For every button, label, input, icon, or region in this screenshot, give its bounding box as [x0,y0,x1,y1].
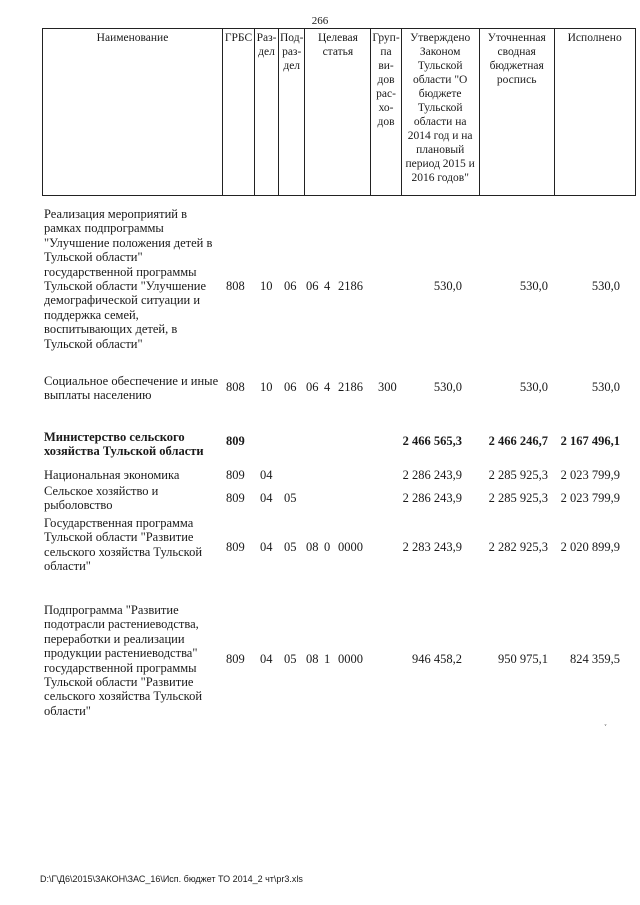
row-name: Сельское хозяйство и рыболовство [44,484,159,513]
row-razdel: 04 [260,652,273,666]
row-executed: 2 023 799,9 [560,468,620,482]
row-razdel: 10 [260,279,273,293]
row-name: Национальная экономика [44,468,180,482]
row-revised: 950 975,1 [498,652,548,666]
row-grbs: 809 [226,540,245,554]
header-grbs: ГРБС [223,29,255,196]
row-name: Реализация мероприятий в рамках подпрограммы "Улучшение положения детей в Тульской области" государственной программы Тульской области "Улучшение демографической ситуации и поддержка семей, воспитывающих детей, в Тульской области" [44,207,213,351]
page-number: 266 [311,15,329,27]
row-executed: 2 167 496,1 [560,434,620,448]
header-ispolneno: Исполнено [554,29,635,196]
header-utochnennaya: Уточненная сводная бюджетная роспись [479,29,554,196]
header-utverzhdeno: Утверждено Законом Тульской области "О бюджете Тульской области на 2014 год и на плановый период 2015 и 2016 годов" [401,29,479,196]
row-executed: 2 023 799,9 [560,491,620,505]
header-razdel: Раз- дел [255,29,279,196]
row-gruppa: 300 [378,380,397,394]
row-podrazdel: 06 [284,279,297,293]
row-revised: 2 285 925,3 [488,468,548,482]
row-podrazdel: 06 [284,380,297,394]
row-razdel: 04 [260,468,273,482]
header-celevaya: Целевая статья [305,29,371,196]
row-grbs: 809 [226,434,245,448]
row-revised: 2 285 925,3 [488,491,548,505]
header-podrazdel: Под- раз- дел [279,29,305,196]
row-executed: 824 359,5 [570,652,620,666]
row-target-3: 2186 [338,279,363,293]
row-name: Министерство сельского хозяйства Тульской области [44,430,204,459]
row-name: Государственная программа Тульской области "Развитие сельского хозяйства Тульской области" [44,516,203,574]
row-revised: 530,0 [519,380,548,394]
row-target-2: 4 [324,380,331,394]
row-approved: 946 458,2 [412,652,462,666]
row-target-1: 08 [306,540,319,554]
row-revised: 530,0 [519,279,548,293]
row-podrazdel: 05 [284,540,297,554]
row-razdel: 04 [260,491,273,505]
row-target-2: 4 [324,279,331,293]
row-grbs: 809 [226,468,245,482]
row-executed: 530,0 [591,380,620,394]
row-target-3: 2186 [338,380,363,394]
row-grbs: 808 [226,279,245,293]
row-revised: 2 466 246,7 [488,434,548,448]
row-approved: 530,0 [433,380,462,394]
header-gruppa: Груп- па ви- дов рас- хо- дов [371,29,401,196]
row-approved: 2 466 565,3 [402,434,462,448]
row-approved: 2 286 243,9 [402,468,462,482]
row-target-2: 1 [324,652,331,666]
row-executed: 2 020 899,9 [560,540,620,554]
row-name: Подпрограмма "Развитие подотрасли растениеводства, переработки и реализации продукции растениеводства" государственной программы Тульской области "Развитие сельского хозяйства Тульской области" [44,603,203,718]
row-approved: 530,0 [433,279,462,293]
row-target-1: 06 [306,279,319,293]
row-revised: 2 282 925,3 [488,540,548,554]
row-target-3: 0000 [338,540,363,554]
row-razdel: 10 [260,380,273,394]
row-approved: 2 286 243,9 [402,491,462,505]
row-target-3: 0000 [338,652,363,666]
row-grbs: 809 [226,652,245,666]
footer-file-path: D:\Г\Д6\2015\ЗАКОН\ЗАС_16\Исп. бюджет ТО 2014_2 чт\pr3.xls [40,874,303,884]
header-name: Наименование [43,29,223,196]
row-podrazdel: 05 [284,652,297,666]
scan-speck: ˯ [604,716,607,726]
row-target-1: 06 [306,380,319,394]
row-grbs: 809 [226,491,245,505]
row-grbs: 808 [226,380,245,394]
row-target-2: 0 [324,540,331,554]
row-target-1: 08 [306,652,319,666]
table-header [42,28,636,196]
row-executed: 530,0 [591,279,620,293]
row-podrazdel: 05 [284,491,297,505]
row-approved: 2 283 243,9 [402,540,462,554]
row-name: Социальное обеспечение и иные выплаты населению [44,374,219,403]
row-razdel: 04 [260,540,273,554]
